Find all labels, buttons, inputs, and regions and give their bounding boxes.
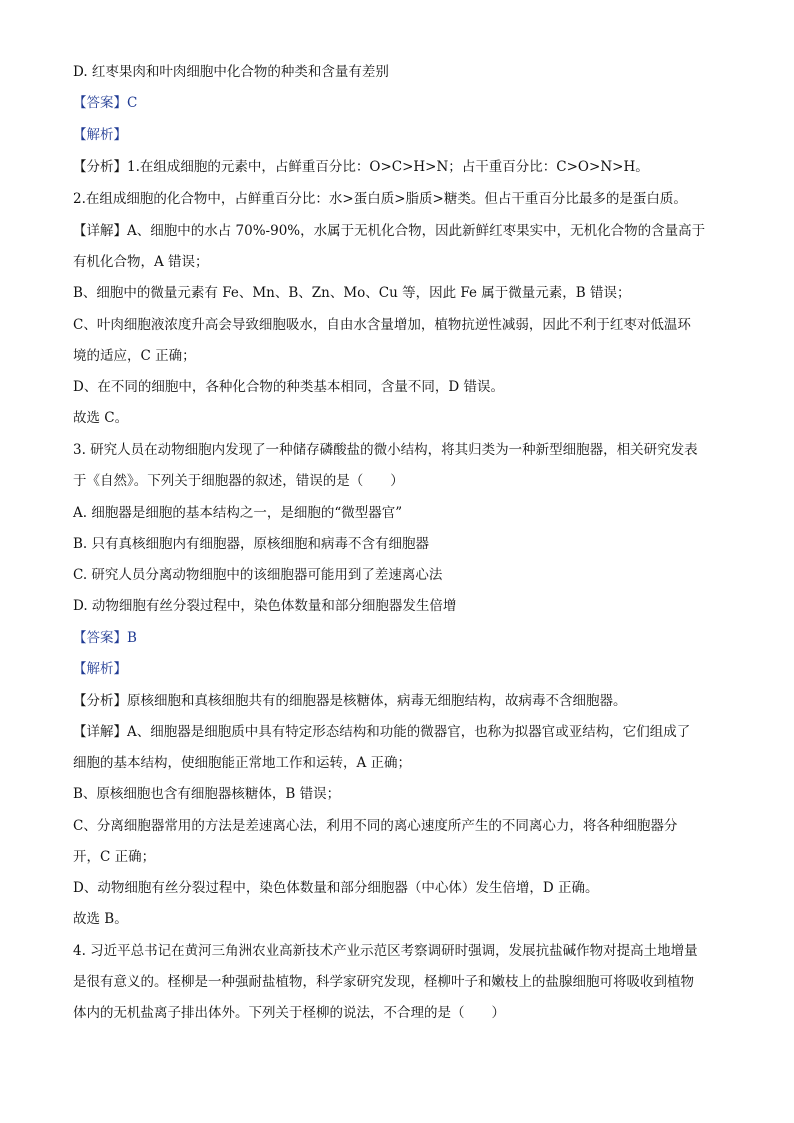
text-line: 开，C 正确； [73,849,156,865]
option-line: B. 只有真核细胞内有细胞器，原核细胞和病毒不含有细胞器 [73,536,430,552]
text-line: 有机化合物，A 错误； [73,254,209,270]
text-line: B、细胞中的微量元素有 Fe、Mn、B、Zn、Mo、Cu 等，因此 Fe 属于微量元素，B 错误； [73,285,631,301]
question-line: 是很有意义的。柽柳是一种强耐盐植物，科学家研究发现，柽柳叶子和嫩枝上的盐腺细胞可将吸收到植物 [73,974,694,990]
text-line: 【分析】1.在组成细胞的元素中，占鲜重百分比：O>C>H>N；占干重百分比：C>O>N>H。 [73,159,649,175]
analysis-heading: 【解析】 [73,127,127,143]
option-line: D. 动物细胞有丝分裂过程中，染色体数量和部分细胞器发生倍增 [73,598,457,614]
text-line: 境的适应，C 正确； [73,348,196,364]
text-line: D、在不同的细胞中，各种化合物的种类基本相同，含量不同，D 错误。 [73,379,504,395]
text-line: 细胞的基本结构，使细胞能正常地工作和运转，A 正确； [73,755,412,771]
option-line: A. 细胞器是细胞的基本结构之一，是细胞的“微型器官” [73,505,403,521]
question-line: 体内的无机盐离子排出体外。下列关于柽柳的说法，不合理的是（ ） [73,1005,505,1021]
text-line: D. 红枣果肉和叶肉细胞中化合物的种类和含量有差别 [73,64,389,80]
text-line: B、原核细胞也含有细胞器核糖体，B 错误； [73,786,341,802]
answer-line: 【答案】B [73,630,137,646]
text-line: 【详解】A、细胞器是细胞质中具有特定形态结构和功能的微器官，也称为拟器官或亚结构，它们组成了 [73,724,691,740]
question-line: 于《自然》。下列关于细胞器的叙述，错误的是（ ） [73,473,404,489]
answer-line: 【答案】C [73,95,138,111]
question-line: 4. 习近平总书记在黄河三角洲农业高新技术产业示范区考察调研时强调，发展抗盐碱作物对提高土地增量 [73,943,698,959]
text-line: 故选 B。 [73,911,128,927]
analysis-heading: 【解析】 [73,661,127,677]
option-line: C. 研究人员分离动物细胞中的该细胞器可能用到了差速离心法 [73,567,443,583]
text-line: 故选 C。 [73,410,129,426]
text-line: D、动物细胞有丝分裂过程中，染色体数量和部分细胞器（中心体）发生倍增，D 正确。 [73,880,599,896]
text-line: 【详解】A、细胞中的水占 70%-90%，水属于无机化合物，因此新鲜红枣果实中，无机化合物的含量高于 [73,223,706,239]
text-line: 2.在组成细胞的化合物中，占鲜重百分比：水>蛋白质>脂质>糖类。但占干重百分比最多的是蛋白质。 [73,191,687,207]
text-line: C、分离细胞器常用的方法是差速离心法，利用不同的离心速度所产生的不同离心力，将各种细胞器分 [73,818,678,834]
text-line: C、叶肉细胞液浓度升高会导致细胞吸水，自由水含量增加，植物抗逆性减弱，因此不利于红枣对低温环 [73,317,691,333]
text-line: 【分析】原核细胞和真核细胞共有的细胞器是核糖体，病毒无细胞结构，故病毒不含细胞器。 [73,693,627,709]
question-line: 3. 研究人员在动物细胞内发现了一种储存磷酸盐的微小结构，将其归类为一种新型细胞器，相关研究发表 [73,442,698,458]
